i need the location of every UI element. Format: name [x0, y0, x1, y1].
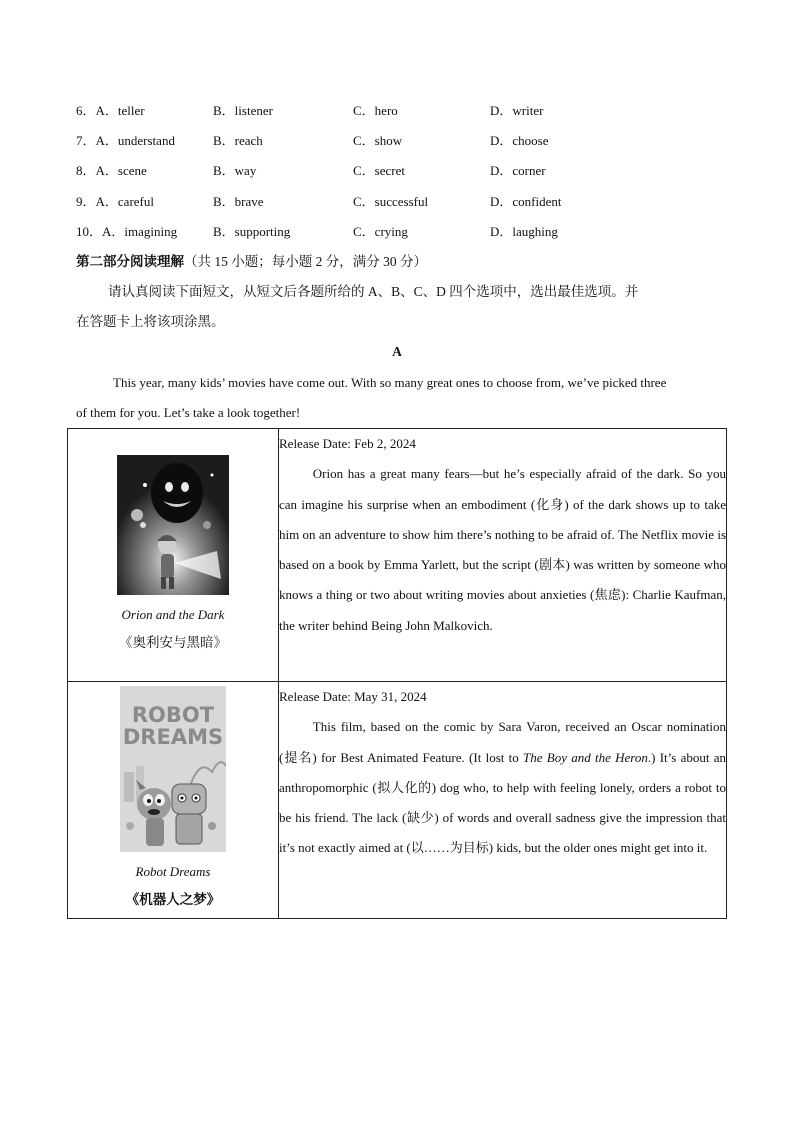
instruction-line-1: 请认真阅读下面短文，从短文后各题所给的 A、B、C、D 四个选项中，选出最佳选项。并 — [108, 284, 639, 299]
release-date: Release Date: May 31, 2024 — [279, 689, 427, 704]
option-a: A．careful — [95, 194, 154, 209]
robot-dreams-poster-image — [120, 686, 226, 852]
movie-description — [279, 712, 726, 863]
poster-title-line-2: DREAMS — [122, 725, 224, 749]
movie-title-en: Orion and the Dark — [121, 607, 225, 622]
question-number-option-a — [76, 131, 175, 151]
option-c: C．hero — [353, 103, 398, 118]
release-date: Release Date: Feb 2, 2024 — [279, 436, 416, 451]
movie-description-cell — [279, 682, 727, 919]
option-c: C．successful — [353, 194, 429, 209]
movie-description-cell — [279, 429, 727, 682]
question-number-option-a — [76, 161, 147, 181]
option-b: B．supporting — [213, 224, 291, 239]
question-row-7 — [76, 131, 716, 151]
passage-intro-line-1: This year, many kids’ movies have come out. With so many great ones to choose from, we’ve picked three — [113, 375, 667, 390]
option-d: D．laughing — [490, 224, 558, 239]
option-d: D．writer — [490, 103, 544, 118]
orion-poster-image — [117, 455, 229, 595]
option-b: B．listener — [213, 103, 273, 118]
passage-letter: A — [392, 344, 402, 359]
section-heading — [76, 252, 427, 272]
movie-description-part-1: This film, based on the comic by Sara Varon, received an Oscar nomination (提名) for Best Animated Feature. (It lost to — [279, 719, 726, 765]
option-d: D．corner — [490, 163, 546, 178]
question-number: 10． — [76, 224, 103, 239]
instruction-line-2: 在答题卡上将该项涂黑。 — [76, 314, 225, 329]
question-row-9 — [76, 192, 716, 212]
question-number: 9． — [76, 194, 96, 209]
option-c: C．crying — [353, 224, 408, 239]
question-number: 7． — [76, 133, 96, 148]
passage-intro-line-2: of them for you. Let’s take a look together! — [76, 405, 301, 420]
question-number-option-a — [76, 222, 177, 242]
movie-row — [68, 682, 727, 919]
option-b: B．reach — [213, 133, 263, 148]
question-row-10 — [76, 222, 716, 242]
question-number-option-a — [76, 101, 145, 121]
question-row-8 — [76, 161, 716, 181]
option-b: B．brave — [213, 194, 264, 209]
movies-table — [67, 428, 727, 919]
poster-title-line-1: ROBOT — [131, 703, 215, 727]
question-number-option-a — [76, 192, 154, 212]
movie-row — [68, 429, 727, 682]
option-a: A．teller — [95, 103, 145, 118]
question-number: 8． — [76, 163, 96, 178]
section-subtitle: （共 15 小题；每小题 2 分，满分 30 分） — [184, 254, 427, 269]
option-a: A．imagining — [102, 224, 178, 239]
option-a: A．scene — [95, 163, 147, 178]
option-d: D．choose — [490, 133, 549, 148]
movie-description: Orion has a great many fears—but he’s especially afraid of the dark. So you can imagine his surprise when an embodiment (化身) of the dark shows up to take him on an adventure to show him there’s nothing to be afraid of. The Netflix movie is based on a book by Emma Yarlett, but the script (剧本) was written by someone who knows a thing or two about writing movies about anxieties (焦虑): Charlie Kaufman, the writer behind Being John Malkovich. — [279, 466, 726, 633]
movie-reference-title: The Boy and the Heron — [523, 749, 648, 765]
option-c: C．show — [353, 133, 403, 148]
option-d: D．confident — [490, 194, 562, 209]
question-number: 6． — [76, 103, 96, 118]
option-b: B．way — [213, 163, 257, 178]
question-row-6 — [76, 101, 716, 121]
option-c: C．secret — [353, 163, 405, 178]
section-title: 第二部分阅读理解 — [76, 254, 184, 269]
movie-description-part-2: .) It’s about an anthropomorphic (拟人化的) dog who, to help with feeling lonely, orders a robot to be his friend. The lack (缺少) of words and overall sadness give the impression that it’s not exactly aimed at (以……为目标) kids, but the older ones might get into it. — [279, 749, 727, 856]
option-a: A．understand — [95, 133, 175, 148]
poster-cell — [68, 429, 279, 682]
movie-title-cn: 《奥利安与黑暗》 — [119, 635, 227, 650]
movie-title-cn: 《机器人之梦》 — [125, 892, 221, 907]
poster-cell — [68, 682, 279, 919]
movie-title-en: Robot Dreams — [135, 864, 211, 879]
